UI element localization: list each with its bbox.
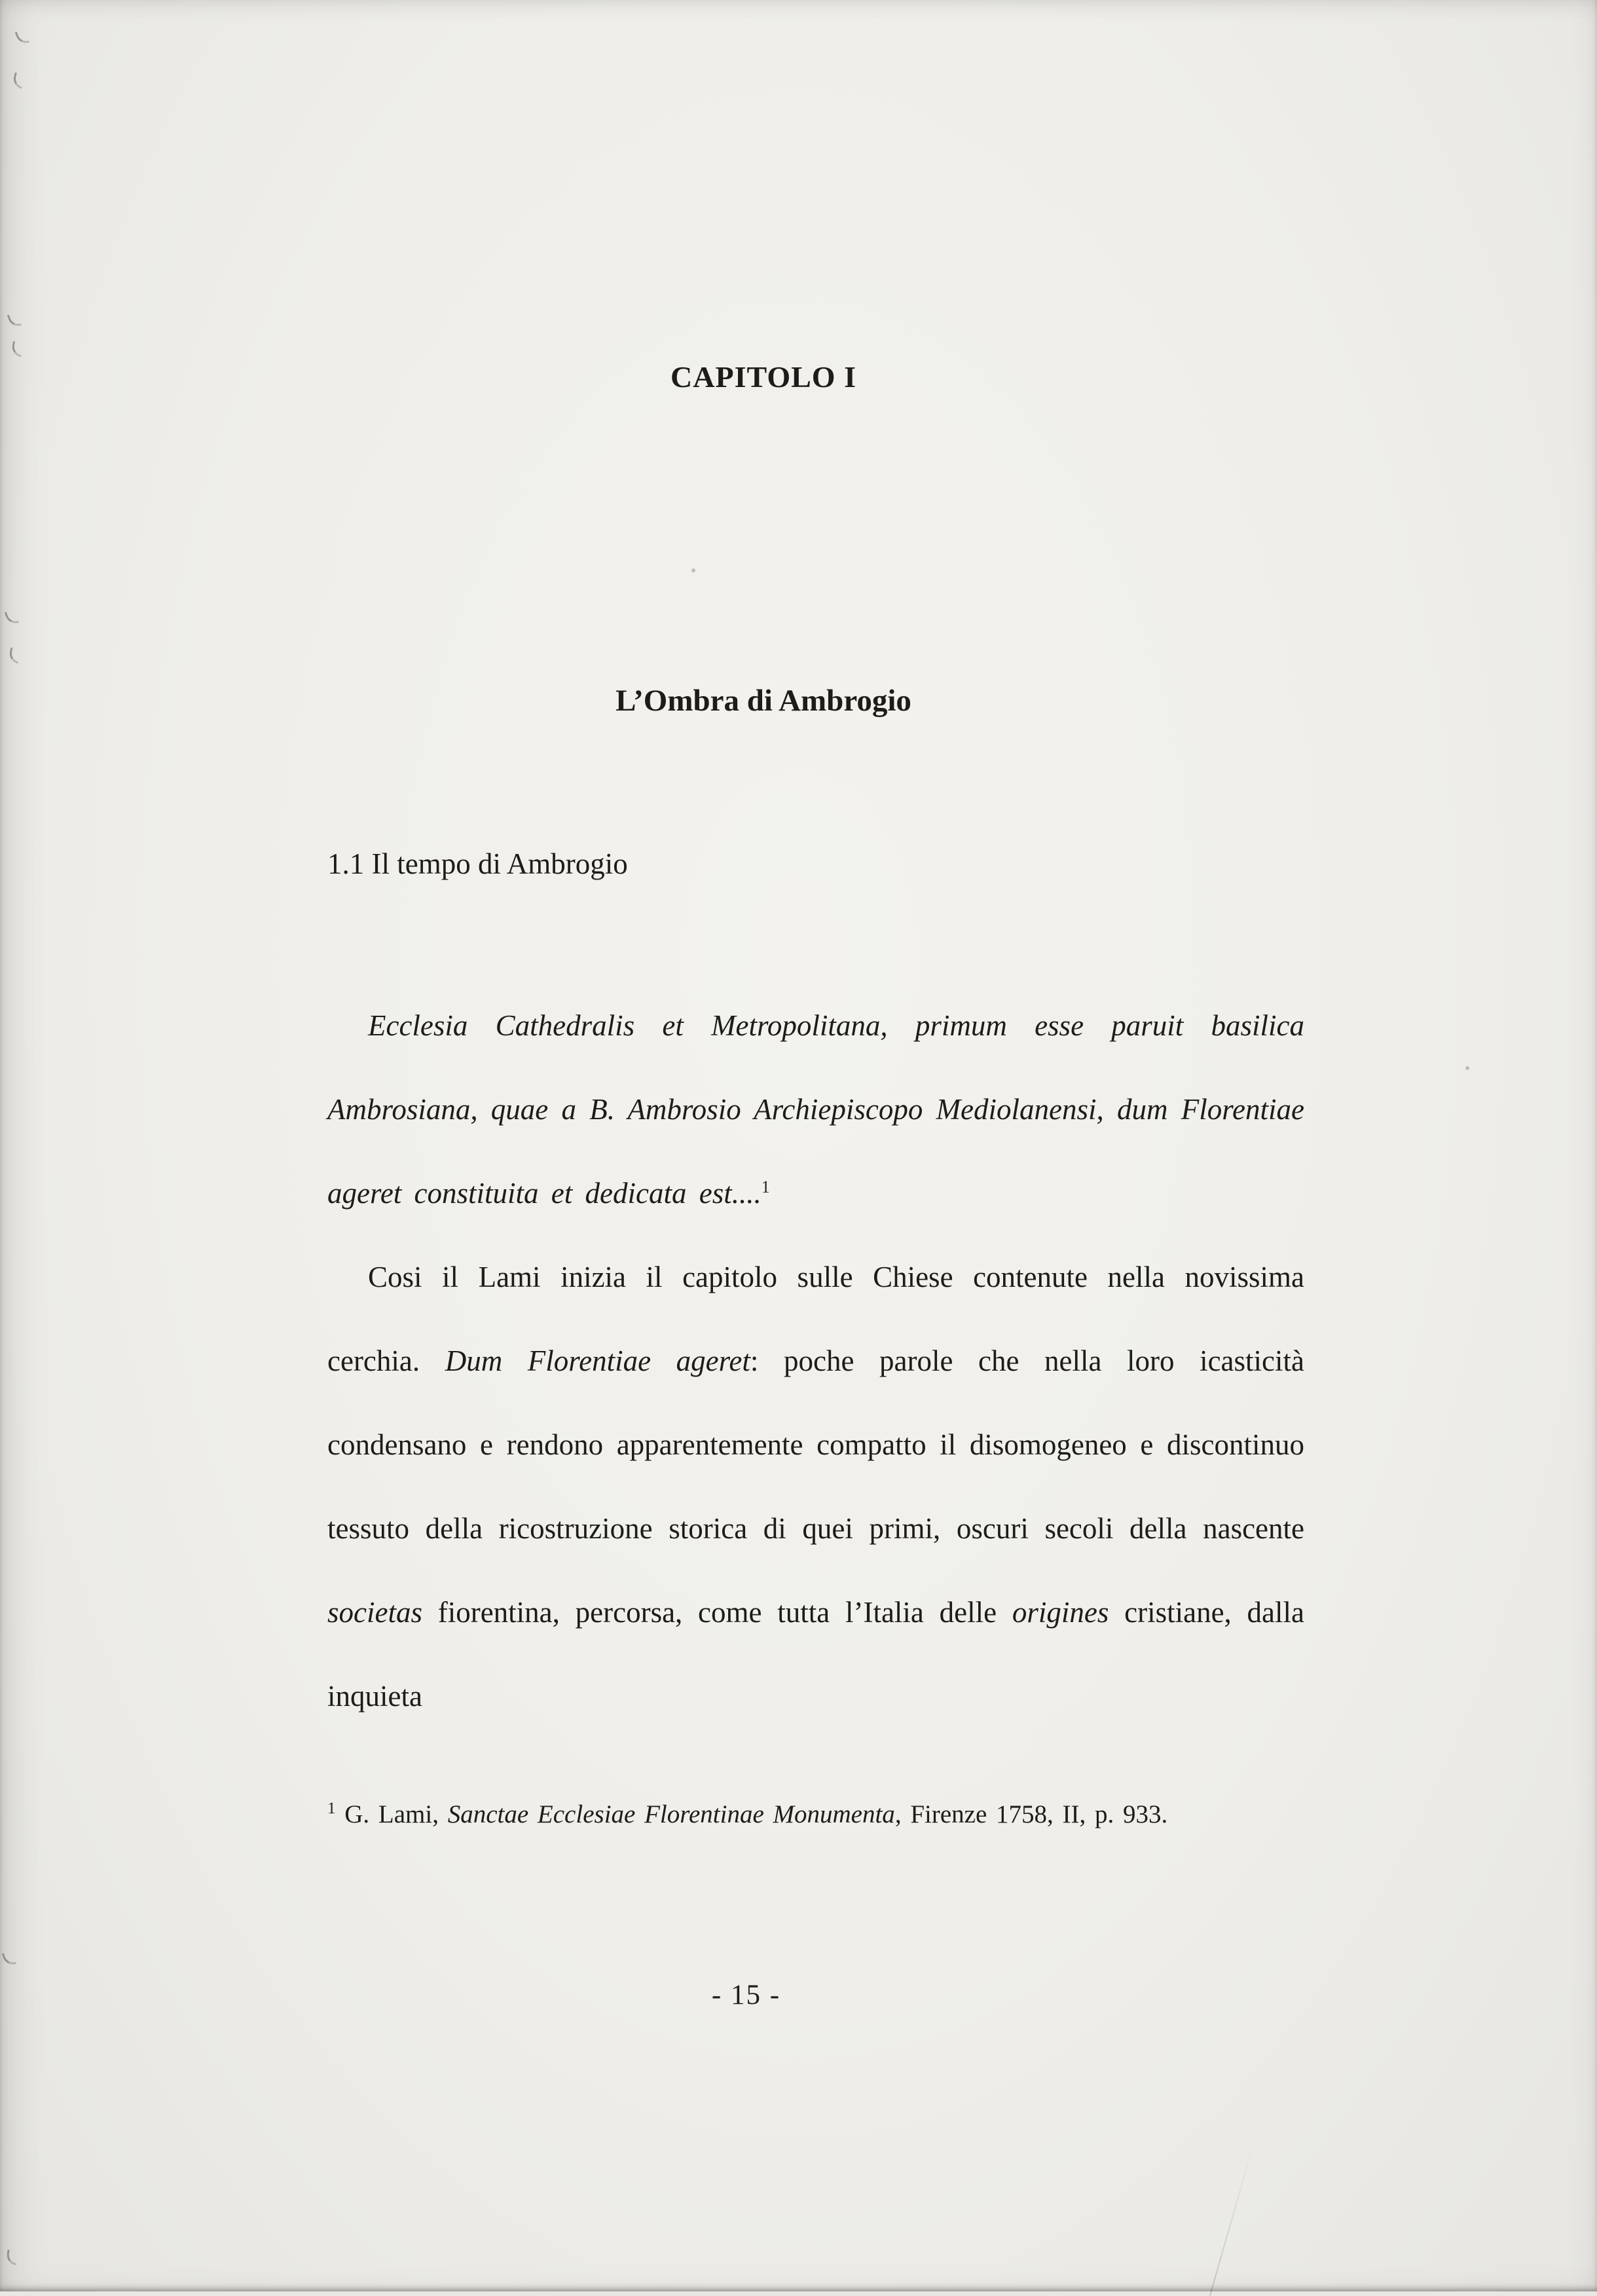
scan-artifact xyxy=(5,609,20,626)
chapter-heading: CAPITOLO I xyxy=(670,360,856,394)
scan-speck xyxy=(1465,1066,1469,1070)
footnote-marker: 1 xyxy=(327,1800,336,1817)
scan-crease xyxy=(1209,2144,1254,2295)
footnote-text: G. Lami, xyxy=(335,1800,448,1828)
text-body xyxy=(327,984,1304,1738)
footnote-reference: 1 xyxy=(761,1177,770,1196)
page-number: - 15 - xyxy=(711,1980,781,2010)
scan-artifact xyxy=(6,2250,18,2265)
paragraph-text: : poche parole che nella loro icasticità condensano e rendono apparentemente compatto il disomogeneo e discontinuo tessuto della ricostruzione storica di quei primi, oscuri secoli della nascente xyxy=(327,1344,1304,1545)
scan-artifact xyxy=(2,1950,17,1967)
scan-artifact xyxy=(15,29,30,46)
paragraph-text: Cosi il Lami inizia il capitolo sulle Chiese contenute nella novissima cerchia. xyxy=(327,1261,1304,1377)
footnote-italic-title: Sanctae Ecclesiae Florentinae Monumenta xyxy=(447,1800,895,1828)
quote-text: Ecclesia Cathedralis et Metropolitana, primum esse paruit basilica Ambrosiana, quae a B. Ambrosio Archiepiscopo Mediolanensi, dum Florentiae ageret constituita et dedicata est.... xyxy=(327,1009,1304,1210)
scan-artifact xyxy=(12,72,26,88)
footnote xyxy=(327,1796,1304,1834)
scan-artifact xyxy=(7,312,22,329)
body-paragraph xyxy=(327,1235,1304,1738)
scan-speck xyxy=(691,568,695,572)
scan-artifact xyxy=(8,648,21,664)
latin-quote xyxy=(327,984,1304,1235)
section-heading: 1.1 Il tempo di Ambrogio xyxy=(327,847,628,880)
scan-artifact xyxy=(10,341,24,357)
paragraph-text: fiorentina, percorsa, come tutta l’Italia delle xyxy=(422,1596,1012,1629)
paragraph-italic-phrase: Dum Florentiae ageret xyxy=(445,1344,750,1377)
paragraph-italic-phrase: origines xyxy=(1012,1596,1109,1629)
chapter-title: L’Ombra di Ambrogio xyxy=(615,684,911,718)
footnote-text: , Firenze 1758, II, p. 933. xyxy=(894,1800,1168,1828)
paragraph-text: cristiane, dalla inquieta xyxy=(327,1596,1304,1713)
paragraph-italic-phrase: societas xyxy=(327,1596,422,1629)
